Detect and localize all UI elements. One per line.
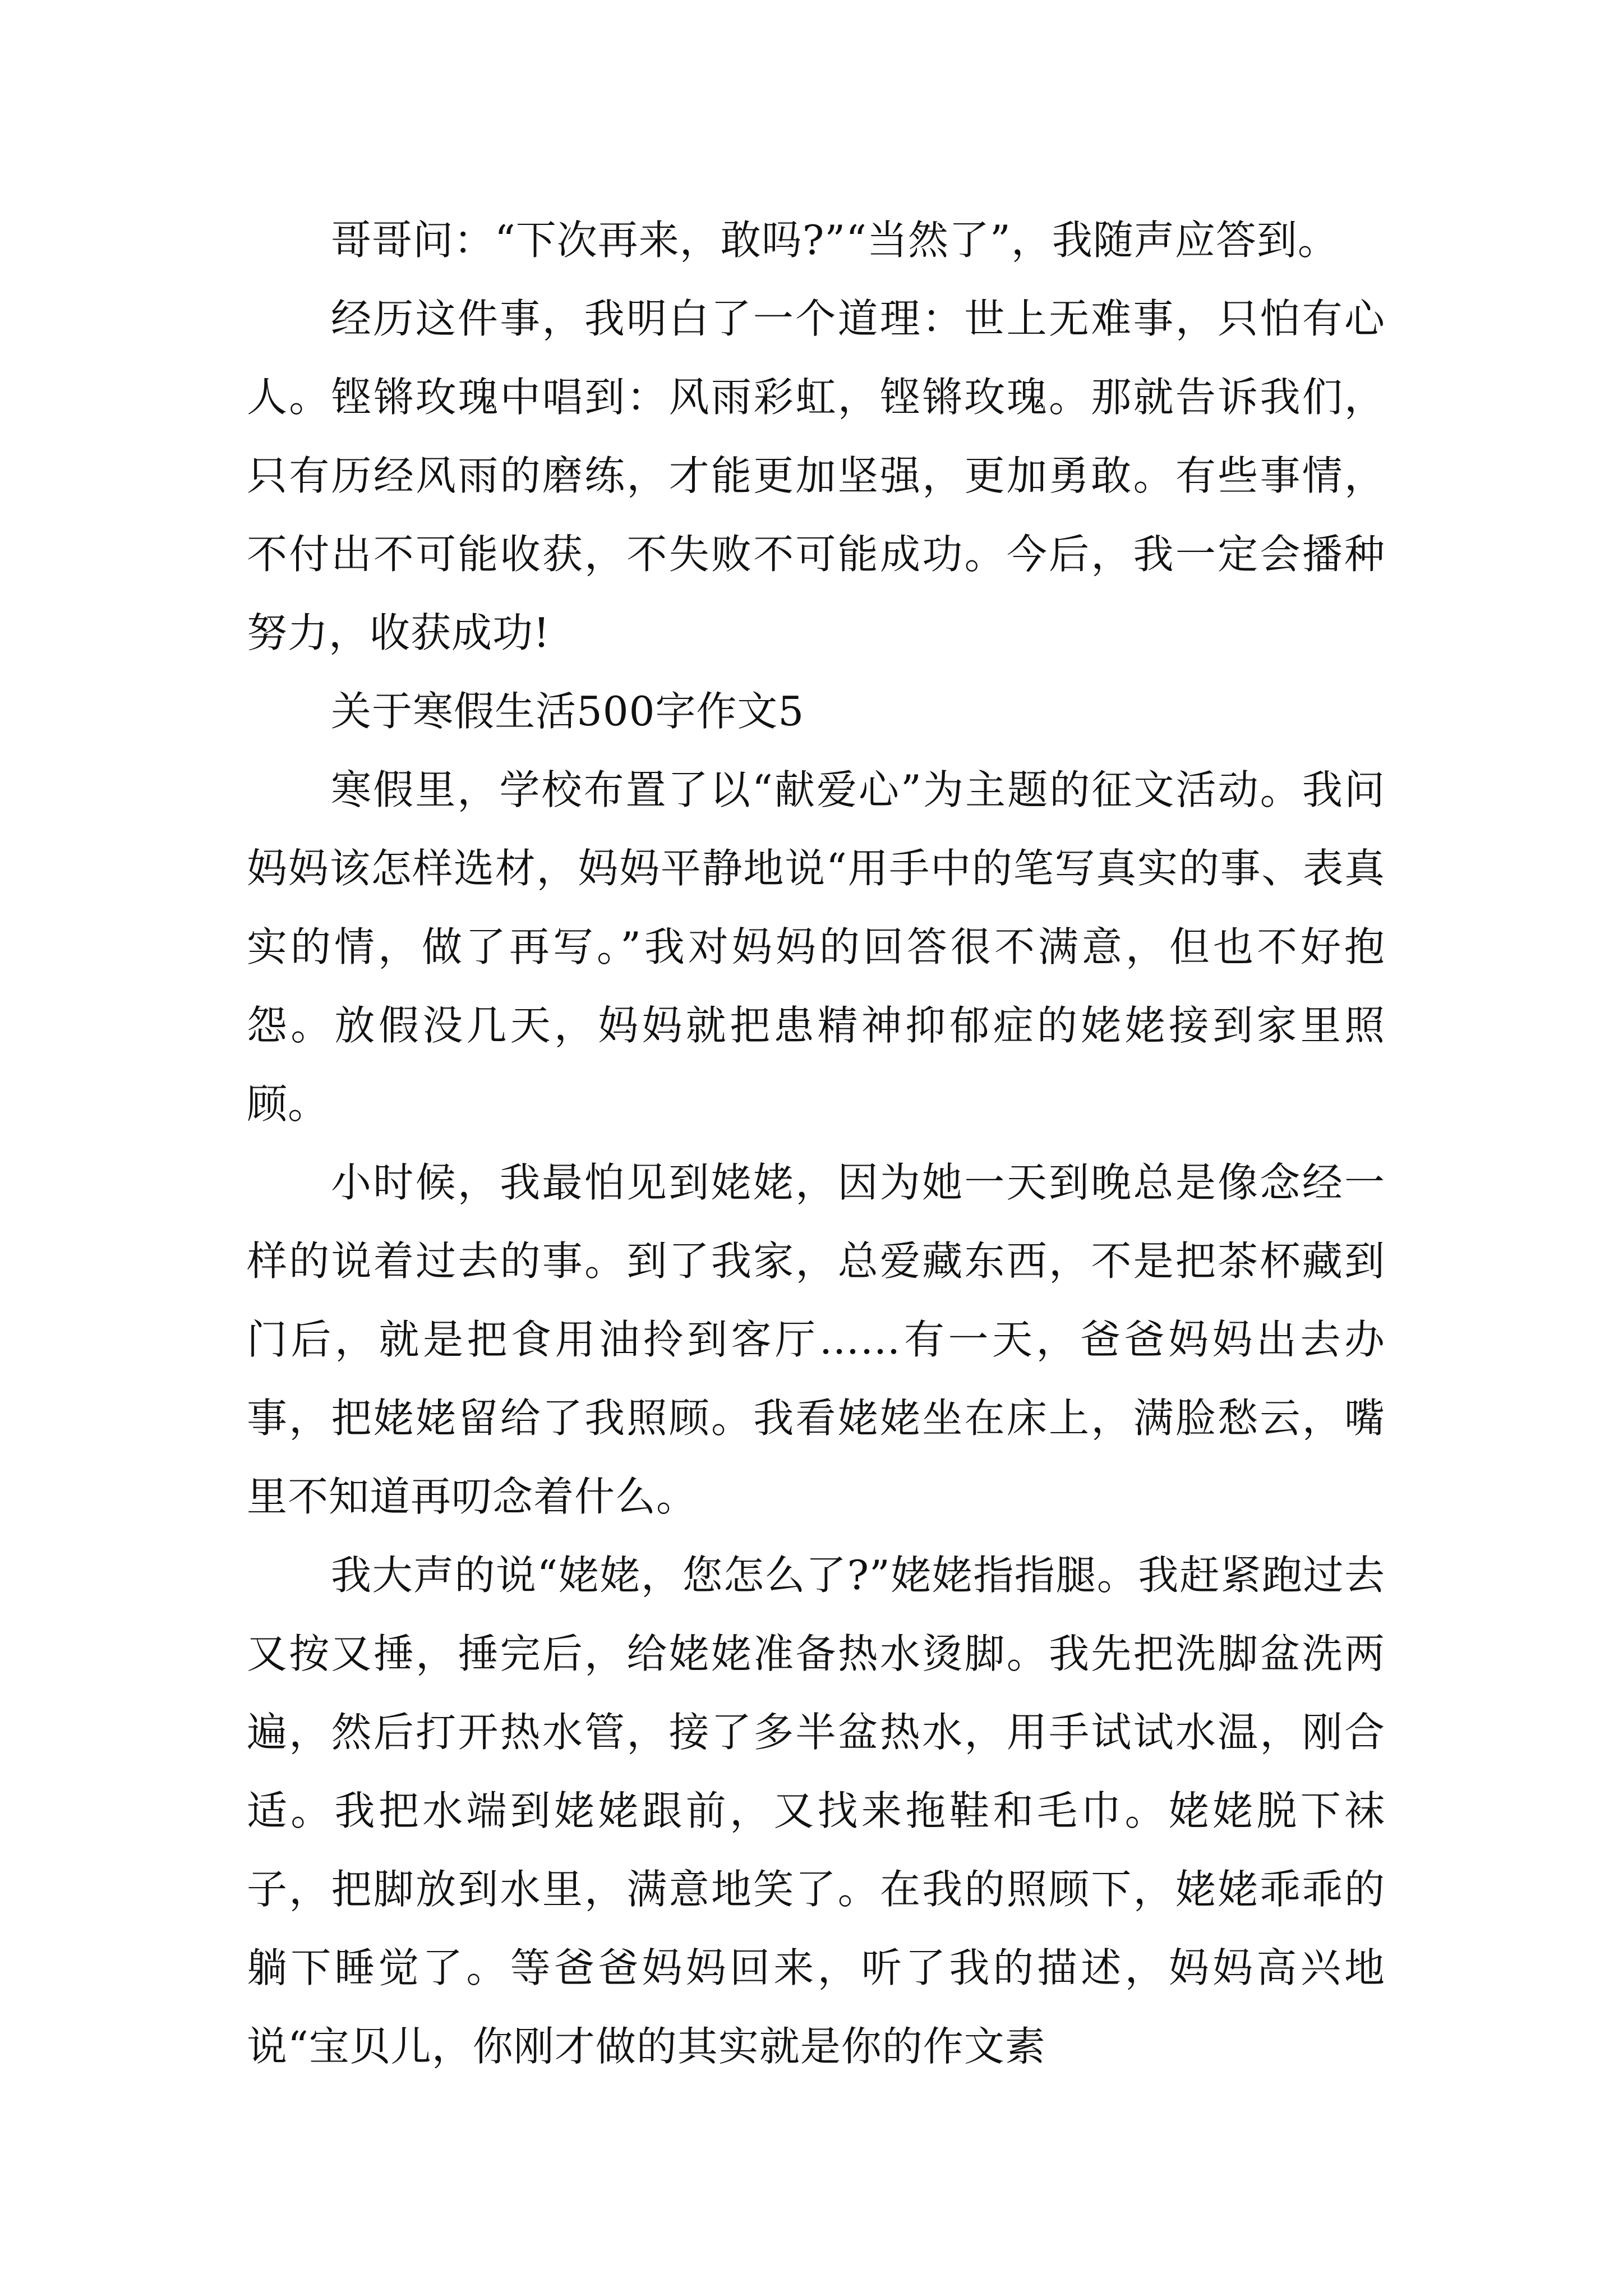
- paragraph-winter-break: 寒假里，学校布置了以“献爱心”为主题的征文活动。我问妈妈该怎样选材，妈妈平静地说“用手中的笔写真实的事、表真实的情，做了再写。”我对妈妈的回答很不满意，但也不好抱怨。放假没几天，妈妈就把患精神抑郁症的姥姥接到家里照顾。: [247, 766, 1385, 1128]
- paragraph-lesson: 经历这件事，我明白了一个道理：世上无难事，只怕有心人。铿锵玫瑰中唱到：风雨彩虹，铿锵玫瑰。那就告诉我们，只有历经风雨的磨练，才能更加坚强，更加勇敢。有些事情，不付出不可能收获，不失败不可能成功。今后，我一定会播种努力，收获成功!: [247, 295, 1385, 656]
- paragraph-childhood: 小时候，我最怕见到姥姥，因为她一天到晚总是像念经一样的说着过去的事。到了我家，总爱藏东西，不是把茶杯藏到门后，就是把食用油拎到客厅……有一天，爸爸妈妈出去办事，把姥姥留给了我照顾。我看姥姥坐在床上，满脸愁云，嘴里不知道再叨念着什么。: [247, 1159, 1385, 1520]
- paragraph-dialogue: 哥哥问：“下次再来，敢吗?”“当然了”，我随声应答到。: [331, 217, 1339, 264]
- paragraph-caring: 我大声的说“姥姥，您怎么了?”姥姥指指腿。我赶紧跑过去又按又捶，捶完后，给姥姥准备热水烫脚。我先把洗脚盆洗两遍，然后打开热水管，接了多半盆热水，用手试试水温，刚合适。我把水端到姥姥跟前，又找来拖鞋和毛巾。姥姥脱下袜子，把脚放到水里，满意地笑了。在我的照顾下，姥姥乖乖的躺下睡觉了。等爸爸妈妈回来，听了我的描述，妈妈高兴地说“宝贝儿，你刚才做的其实就是你的作文素: [247, 1552, 1385, 2070]
- essay-title: 关于寒假生活500字作文5: [331, 688, 805, 735]
- document-body: [247, 201, 1385, 2086]
